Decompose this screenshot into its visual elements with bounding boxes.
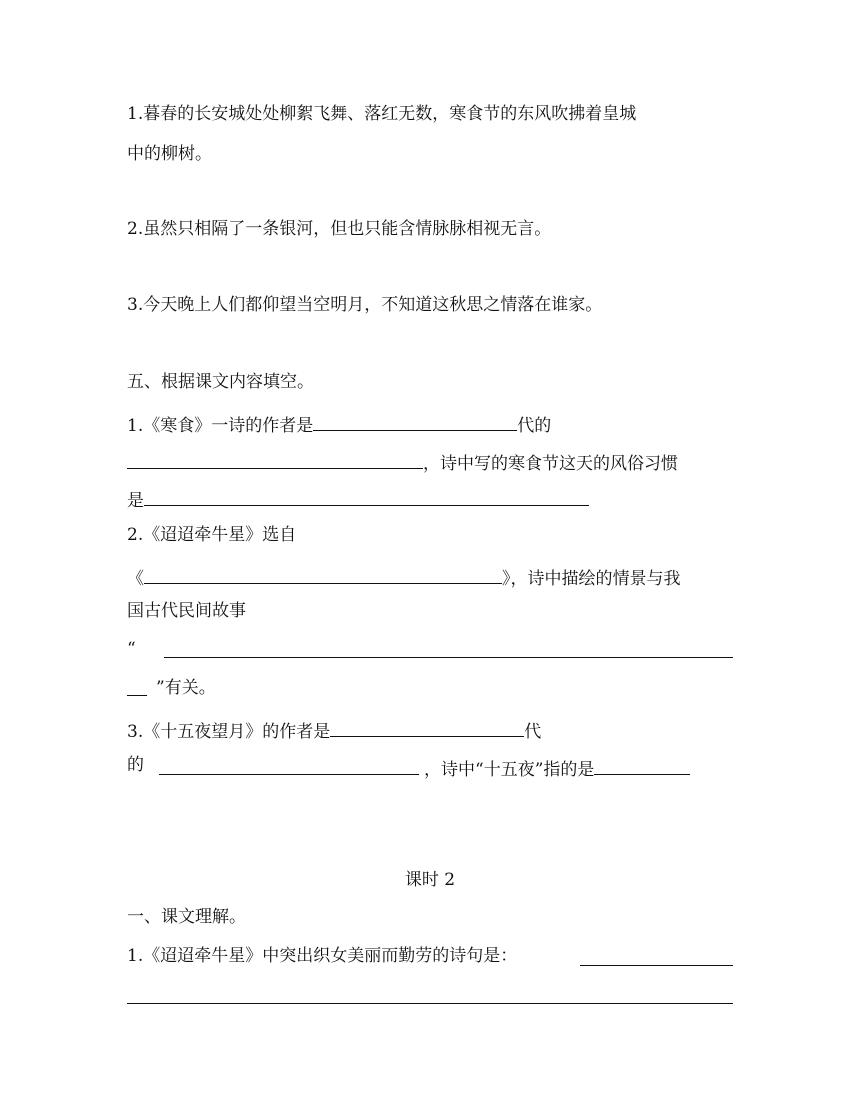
q1-text-author: 1.《寒食》一诗的作者是 xyxy=(127,416,314,436)
question-3-line-2-start: 的 xyxy=(127,755,144,775)
question-1-line-2 xyxy=(127,451,678,473)
q3-text-night: ，诗中“十五夜”指的是 xyxy=(424,760,595,780)
question-3-line-1 xyxy=(127,719,541,741)
question-2-line-1: 2.《迢迢牵牛星》选自 xyxy=(127,525,297,545)
lesson-2-title: 课时 2 xyxy=(404,870,456,890)
q2-open-bracket: 《 xyxy=(127,569,144,589)
question-3-line-2-end xyxy=(424,757,690,779)
q1-dynasty-blank[interactable] xyxy=(127,451,423,469)
q1-text-dynasty: 代的 xyxy=(517,416,552,436)
q3-author-blank[interactable] xyxy=(330,719,524,737)
q1-text-is: 是 xyxy=(127,491,144,511)
l2-q1-answer-blank[interactable] xyxy=(580,965,733,966)
q3-text-dynasty: 代 xyxy=(524,722,542,742)
translation-2: 2.虽然只相隔了一条银河，但也只能含情脉脉相视无言。 xyxy=(127,219,552,239)
q2-story-blank[interactable] xyxy=(164,657,733,658)
question-2-open-quote: “ xyxy=(127,639,136,659)
q2-story-blank-continued[interactable] xyxy=(127,695,147,696)
l2-q1-answer-blank-line-2[interactable] xyxy=(127,1003,733,1004)
question-1-line-1 xyxy=(127,413,551,435)
q1-custom-blank[interactable] xyxy=(144,488,589,506)
q1-author-blank[interactable] xyxy=(313,413,517,431)
lesson-2-heading: 一、课文理解。 xyxy=(127,907,246,927)
q2-text-scene: 》，诗中描绘的情景与我 xyxy=(502,569,681,589)
translation-3: 3.今天晚上人们都仰望当空明月，不知道这秋思之情落在谁家。 xyxy=(127,295,603,315)
q3-text-author: 3.《十五夜望月》的作者是 xyxy=(127,722,331,742)
q2-source-blank[interactable] xyxy=(144,566,502,584)
l2-q1-text: 1.《迢迢牵牛星》中突出织女美丽而勤劳的诗句是： xyxy=(127,946,518,966)
translation-1-line-1: 1.暮春的长安城处处柳絮飞舞、落红无数，寒食节的东风吹拂着皇城 xyxy=(127,104,637,124)
translation-1-line-2: 中的柳树。 xyxy=(127,144,212,164)
lesson-2-question-1 xyxy=(127,948,517,965)
section-5-heading: 五、根据课文内容填空。 xyxy=(127,372,314,392)
question-1-line-3 xyxy=(127,488,589,510)
q1-text-custom: ，诗中写的寒食节这天的风俗习惯 xyxy=(423,454,678,474)
q3-night-blank[interactable] xyxy=(594,757,690,775)
q3-dynasty-blank[interactable] xyxy=(159,774,419,775)
question-2-close: ”有关。 xyxy=(156,678,216,698)
question-2-line-3: 国古代民间故事 xyxy=(127,601,246,621)
question-2-line-2 xyxy=(127,566,681,588)
